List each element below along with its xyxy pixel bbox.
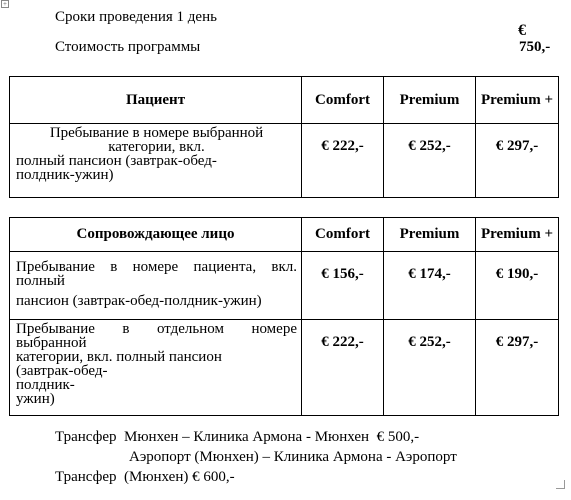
companion-table-row — [10, 320, 559, 416]
header-premium-plus: Premium + — [476, 77, 559, 124]
anchor-icon: + — [1, 0, 9, 8]
desc-line: ужин) — [16, 391, 55, 407]
cost-value: 750,- — [519, 39, 551, 55]
companion-row-description — [10, 320, 302, 416]
desc-line: Пребывание в номере выбранной — [49, 125, 264, 141]
desc-line: Пребывание в номере пациента, вкл. — [16, 259, 297, 275]
patient-price-comfort: € 222,- — [302, 124, 384, 198]
companion-price-comfort: € 222,- — [302, 320, 384, 416]
header-premium: Premium — [384, 77, 476, 124]
cost-label: Стоимость программы — [55, 39, 201, 55]
desc-line: категории, вкл. полный пансион — [16, 349, 222, 365]
desc-line: полный пансион (завтрак-обед- — [16, 153, 217, 169]
companion-price-premium: € 252,- — [384, 320, 476, 416]
desc-line: категории, вкл. — [108, 139, 205, 155]
patient-price-table — [9, 76, 559, 198]
companion-price-premium-plus: € 190,- — [476, 252, 559, 320]
companion-row-description — [10, 252, 302, 320]
cost-currency: € — [518, 22, 526, 39]
patient-price-premium: € 252,- — [384, 124, 476, 198]
desc-line: полный — [16, 273, 65, 289]
header-comfort: Comfort — [302, 77, 384, 124]
patient-table-header-row — [10, 77, 559, 124]
companion-price-premium-plus: € 297,- — [476, 320, 559, 416]
desc-line: пансион (завтрак-обед-полдник-ужин) — [16, 293, 262, 309]
patient-price-premium-plus: € 297,- — [476, 124, 559, 198]
header-comfort: Comfort — [302, 218, 384, 252]
transfer-line-2: Аэропорт (Мюнхен) – Клиника Армона - Аэропорт — [129, 449, 457, 465]
patient-table-row — [10, 124, 559, 198]
page-corner-mark — [556, 480, 565, 489]
transfer-line-1: Трансфер Мюнхен – Клиника Армона - Мюнхен € 500,- — [55, 429, 420, 445]
companion-table-row — [10, 252, 559, 320]
companion-price-table — [9, 217, 559, 416]
companion-price-premium: € 174,- — [384, 252, 476, 320]
transfer-line-3: Трансфер (Мюнхен) € 600,- — [55, 469, 235, 485]
companion-price-comfort: € 156,- — [302, 252, 384, 320]
desc-line: (завтрак-обед- — [16, 363, 108, 379]
desc-line: Пребывание в отдельном номере — [16, 321, 297, 337]
patient-row-description — [10, 124, 302, 198]
header-patient: Пациент — [10, 77, 302, 124]
desc-line: полдник-ужин) — [16, 167, 114, 183]
desc-line: выбранной — [16, 335, 87, 351]
companion-table-header-row — [10, 218, 559, 252]
desc-line: полдник- — [16, 377, 75, 393]
header-companion: Сопровождающее лицо — [10, 218, 302, 252]
duration-text: Сроки проведения 1 день — [55, 9, 217, 25]
header-premium-plus: Premium + — [476, 218, 559, 252]
header-premium: Premium — [384, 218, 476, 252]
